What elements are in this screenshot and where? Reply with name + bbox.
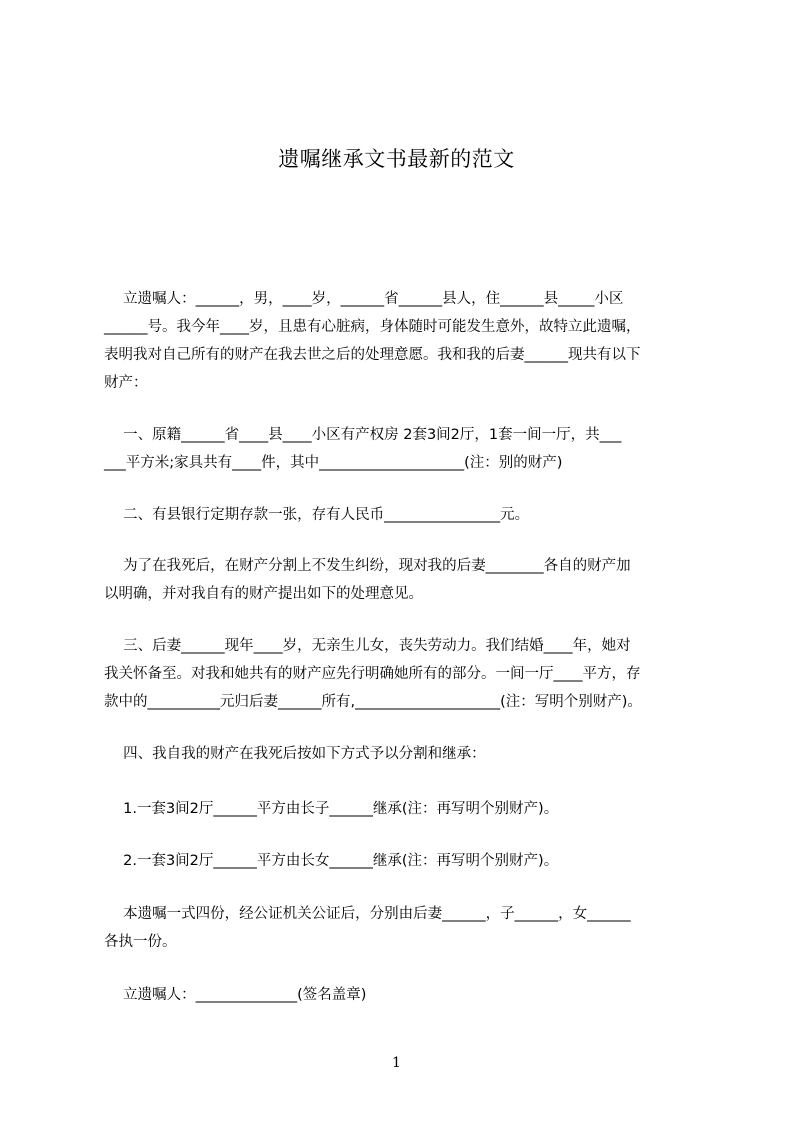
paragraph-line: 本遗嘱一式四份，经公证机关公证后，分别由后妻______，子______，女______ [104, 906, 631, 922]
paragraph-line: 以明确，并对我自有的财产提出如下的处理意见。 [104, 586, 423, 602]
paragraph-line: 三、后妻______现年____岁，无亲生儿女，丧失劳动力。我们结婚____年，她对 [104, 638, 631, 654]
paragraph-line: 立遗嘱人：______，男，____岁，______省______县人，住______县_____小区 [104, 291, 624, 307]
paragraph-testator-intro [104, 285, 700, 397]
paragraph-line: 我关怀备至。对我和她共有的财产应先行明确她所有的部分。一间一厅____平方，存 [104, 666, 641, 682]
page-number: 1 [392, 1055, 401, 1071]
paragraph-item-three [104, 632, 700, 716]
paragraph-copies [104, 900, 700, 956]
paragraph-item-four [104, 740, 700, 768]
paragraph-line: 立遗嘱人：______________(签名盖章) [104, 987, 367, 1003]
paragraph-sub-item-two [104, 847, 700, 875]
paragraph-item-one [104, 421, 700, 477]
paragraph-line: 为了在我死后，在财产分割上不发生纠纷，现对我的后妻________各自的财产加 [104, 558, 631, 574]
paragraph-line: 四、我自我的财产在我死后按如下方式予以分割和继承： [104, 746, 486, 762]
paragraph-line: 各执一份。 [104, 934, 177, 950]
paragraph-line: ______号。我今年____岁，且患有心脏病，身体随时可能发生意外，故特立此遗嘱， [104, 319, 641, 335]
paragraph-signature [104, 981, 700, 1009]
paragraph-sub-item-one [104, 795, 700, 823]
paragraph-line: 1.一套3间2厅______平方由长子______继承(注：再写明个别财产)。 [104, 801, 559, 817]
paragraph-item-two [104, 501, 700, 529]
paragraph-line: 一、原籍______省____县____小区有产权房 2套3间2厅，1套一间一厅，共___ [104, 427, 622, 443]
paragraph-line: 财产： [104, 375, 148, 391]
paragraph-line: ___平方米;家具共有____件，其中____________________(注：别的财产) [104, 455, 563, 471]
paragraph-line: 表明我对自己所有的财产在我去世之后的处理意愿。我和我的后妻______现共有以下 [104, 347, 641, 363]
paragraph-line: 款中的__________元归后妻______所有,____________________(注：写明个别财产)。 [104, 694, 642, 710]
paragraph-line: 二、有县银行定期存款一张，存有人民币________________元。 [104, 507, 530, 523]
paragraph-line: 2.一套3间2厅______平方由长女______继承(注：再写明个别财产)。 [104, 853, 559, 869]
page-title: 遗嘱继承文书最新的范文 [278, 147, 515, 171]
paragraph-division-intent [104, 552, 700, 608]
